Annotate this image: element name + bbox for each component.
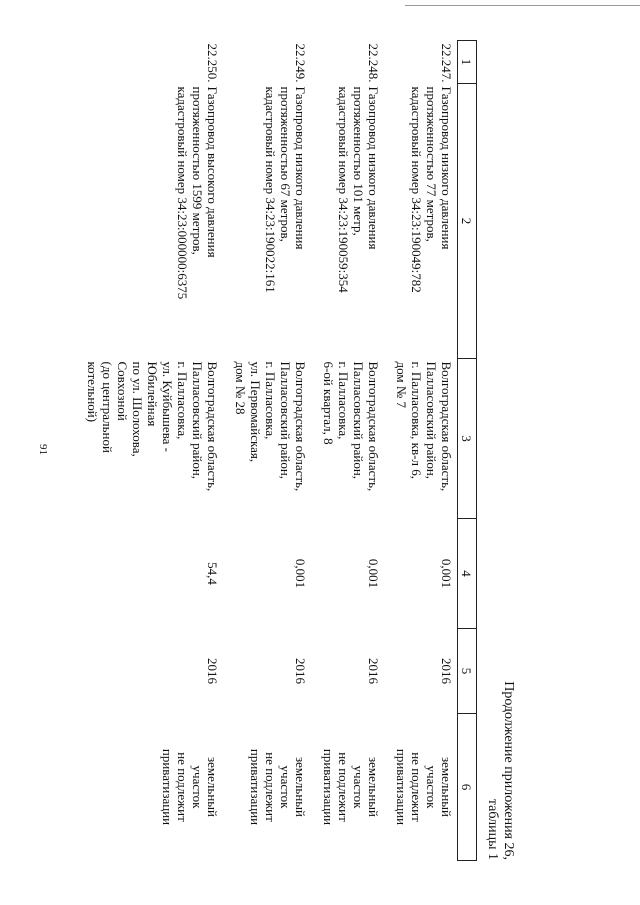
object-name-line: протяженностью 67 метров,	[278, 86, 293, 242]
note-line: участок	[190, 765, 205, 809]
row-number: 22.247.	[439, 43, 454, 83]
property-table	[75, 40, 477, 861]
address-line: Палласовский район,	[424, 361, 439, 480]
row-number: 22.250.	[205, 43, 220, 83]
address-line: Волгоградская область,	[439, 361, 454, 492]
row-number: 22.248.	[366, 43, 381, 83]
year-cell: 2016	[205, 658, 220, 684]
object-name-line: кадастровый номер 34:23:190022:161	[263, 86, 278, 293]
address-cell	[311, 359, 384, 519]
object-name-line: Газопровод низкого давления	[439, 86, 454, 250]
address-line: Волгоградская область,	[293, 361, 308, 492]
note-cell	[384, 714, 458, 861]
object-name-line: протяженностью 101 метр,	[351, 86, 366, 236]
header-col-3: 3	[458, 359, 477, 519]
table-row	[75, 41, 223, 861]
address-line: г. Палласовка,	[175, 361, 190, 440]
object-name-cell	[311, 84, 384, 359]
note-line: не подлежит	[409, 752, 424, 822]
object-name-line: Газопровод низкого давления	[366, 86, 381, 250]
area-cell: 0,001	[293, 558, 308, 589]
address-cell	[75, 359, 223, 519]
note-cell	[311, 714, 384, 861]
header-col-6: 6	[458, 714, 477, 861]
area-cell: 0,001	[439, 558, 454, 589]
address-line: (до центральной	[100, 361, 115, 453]
row-number: 22.249.	[293, 43, 308, 83]
object-name-line: кадастровый номер 34:23:190049:782	[409, 86, 424, 293]
header-col-1: 1	[458, 41, 477, 84]
top-border-line	[405, 5, 640, 6]
object-name-line: Газопровод высокого давления	[205, 86, 220, 258]
note-line: участок	[351, 765, 366, 809]
address-line: котельной)	[85, 361, 100, 423]
table-header-row	[458, 41, 477, 861]
note-cell	[75, 714, 223, 861]
note-line: приватизации	[248, 748, 263, 826]
address-line: г. Палласовка,	[263, 361, 278, 440]
area-cell: 54,4	[205, 562, 220, 585]
note-line: приватизации	[321, 748, 336, 826]
object-name-cell	[75, 84, 223, 359]
year-cell: 2016	[439, 658, 454, 684]
object-name-line: кадастровый номер 34:23:000000:6375	[175, 86, 190, 300]
object-name-cell	[384, 84, 458, 359]
address-line: ул. Первомайская,	[248, 361, 263, 463]
note-line: земельный	[439, 757, 454, 817]
address-cell	[384, 359, 458, 519]
address-line: Волгоградская область,	[366, 361, 381, 492]
header-col-2: 2	[458, 84, 477, 359]
note-line: приватизации	[394, 748, 409, 826]
object-name-cell	[223, 84, 311, 359]
object-name-line: протяженностью 77 метров,	[424, 86, 439, 242]
note-cell	[223, 714, 311, 861]
object-name-line: Газопровод низкого давления	[293, 86, 308, 250]
note-line: участок	[424, 765, 439, 809]
page-number: 91	[37, 444, 49, 455]
address-line: г. Палласовка, кв-л 6,	[409, 361, 424, 479]
address-line: Палласовский район,	[351, 361, 366, 480]
header-col-4: 4	[458, 519, 477, 629]
address-line: Совхозной	[115, 361, 130, 421]
address-line: Палласовский район,	[190, 361, 205, 480]
year-cell: 2016	[366, 658, 381, 684]
continuation-note	[484, 681, 516, 860]
address-line: ул. Куйбышева -	[160, 361, 175, 453]
address-line: дом № 28	[233, 361, 248, 415]
address-line: Палласовский район,	[278, 361, 293, 480]
note-line: участок	[278, 765, 293, 809]
address-line: 6-ой квартал, 8	[321, 361, 336, 445]
table-row	[223, 41, 311, 861]
header-col-5: 5	[458, 629, 477, 714]
table-row	[384, 41, 458, 861]
continuation-note-line1: Продолжение приложения 26,	[501, 681, 516, 860]
address-line: г. Палласовка,	[336, 361, 351, 440]
address-line: Юбилейная	[145, 361, 160, 427]
object-name-line: кадастровый номер 34:23:190059:354	[336, 86, 351, 293]
address-line: по ул. Шолохова,	[130, 361, 145, 457]
note-line: земельный	[366, 757, 381, 817]
address-line: Волгоградская область,	[205, 361, 220, 492]
note-line: не подлежит	[175, 752, 190, 822]
address-line: дом № 7	[394, 361, 409, 408]
table-row	[311, 41, 384, 861]
note-line: не подлежит	[263, 752, 278, 822]
rotated-page-content	[85, 40, 520, 860]
note-line: земельный	[205, 757, 220, 817]
continuation-note-line2: таблицы 1	[485, 798, 500, 860]
note-line: приватизации	[160, 748, 175, 826]
note-line: земельный	[293, 757, 308, 817]
note-line: не подлежит	[336, 752, 351, 822]
address-cell	[223, 359, 311, 519]
object-name-line: протяженностью 1599 метров,	[190, 86, 205, 255]
year-cell: 2016	[293, 658, 308, 684]
area-cell: 0,001	[366, 558, 381, 589]
